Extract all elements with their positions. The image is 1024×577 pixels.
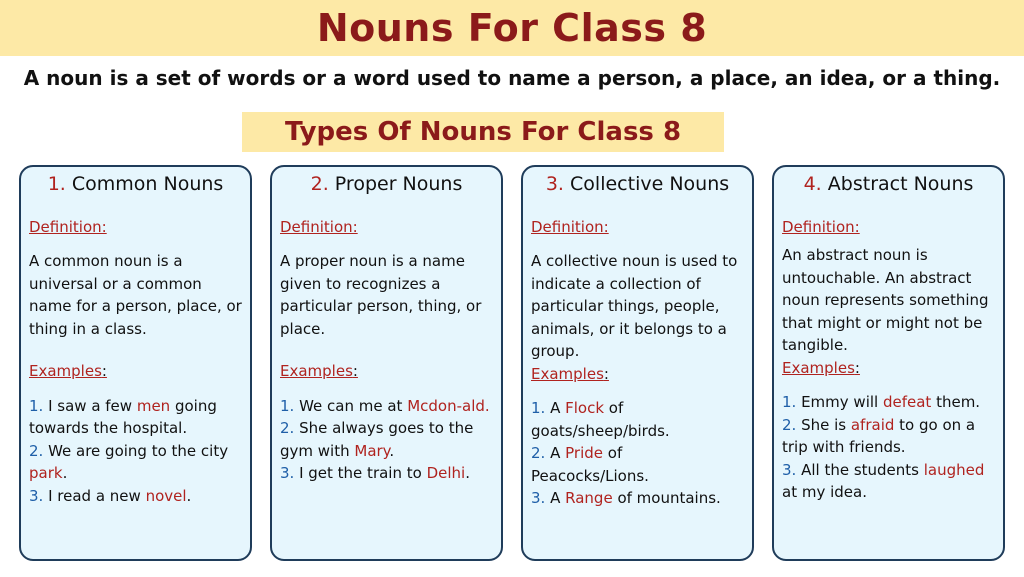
page-title: Nouns For Class 8	[316, 6, 708, 50]
card-heading	[782, 173, 995, 196]
definition-text: An abstract noun is untouchable. An abstract noun represents something that might or might not be tangible.	[782, 246, 989, 354]
section-title: Types Of Nouns For Class 8	[284, 117, 682, 147]
card-number: 2.	[310, 173, 329, 195]
list-item: 3. I read a new novel.	[29, 486, 192, 505]
list-item: 1. We can me at Mcdon-ald.	[280, 396, 490, 415]
card-number: 4.	[803, 173, 822, 195]
card-common-nouns	[19, 165, 252, 561]
subtitle-banner	[242, 112, 724, 152]
definition-label: Definition:	[782, 217, 860, 236]
definition-label: Definition:	[280, 217, 358, 236]
examples-label: Examples:	[280, 362, 358, 380]
card-number: 3.	[545, 173, 564, 195]
card-heading	[29, 173, 242, 196]
card-heading	[280, 173, 493, 196]
definition-label: Definition:	[29, 217, 107, 236]
card-heading	[531, 173, 744, 196]
card-number: 1.	[47, 173, 66, 195]
title-banner	[0, 0, 1024, 56]
list-item: 1. I saw a few men going towards the hospital.	[29, 396, 217, 437]
card-name: Collective Nouns	[570, 173, 730, 195]
examples-label: Examples:	[782, 358, 860, 377]
list-item: 1. A Flock of goats/sheep/birds.	[531, 399, 670, 440]
examples-list	[531, 397, 744, 510]
list-item: 3. All the students laughed at my idea.	[782, 460, 985, 501]
intro-text: A noun is a set of words or a word used to name a person, a place, an idea, or a thing.	[23, 66, 1001, 90]
card-name: Proper Nouns	[334, 173, 463, 195]
list-item: 1. Emmy will defeat them.	[782, 393, 981, 411]
examples-list	[280, 395, 493, 485]
card-abstract-nouns	[772, 165, 1005, 561]
card-collective-nouns	[521, 165, 754, 561]
definition-text: A proper noun is a name given to recognizes a particular person, thing, or place.	[280, 252, 482, 338]
examples-label: Examples:	[531, 364, 609, 383]
examples-list	[29, 395, 242, 508]
definition-text: A collective noun is used to indicate a collection of particular things, people, animals, or it belongs to a group.	[531, 252, 738, 360]
card-name: Common Nouns	[71, 173, 224, 195]
list-item: 2. We are going to the city park.	[29, 441, 229, 482]
definition-text: A common noun is a universal or a common name for a person, place, or thing in a class.	[29, 252, 242, 338]
card-name: Abstract Nouns	[827, 173, 974, 195]
examples-label: Examples:	[29, 362, 107, 380]
list-item: 2. A Pride of Peacocks/Lions.	[531, 444, 649, 485]
examples-list	[782, 391, 995, 504]
list-item: 2. She always goes to the gym with Mary.	[280, 419, 474, 460]
list-item: 3. A Range of mountains.	[531, 489, 721, 507]
card-proper-nouns	[270, 165, 503, 561]
list-item: 2. She is afraid to go on a trip with friends.	[782, 415, 976, 456]
list-item: 3. I get the train to Delhi.	[280, 464, 470, 482]
definition-label: Definition:	[531, 217, 609, 236]
